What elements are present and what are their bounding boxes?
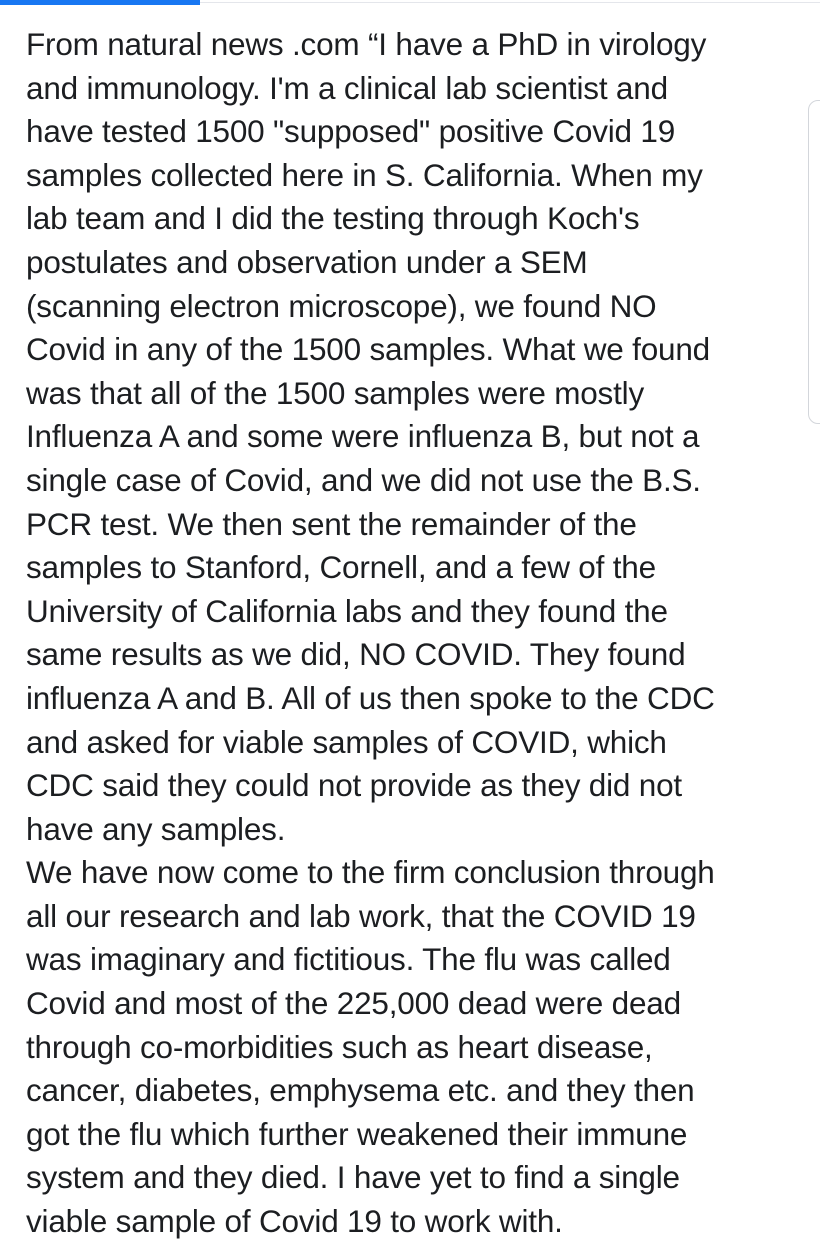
post-text-line: have any samples. bbox=[26, 810, 286, 847]
post-text-line: samples to Stanford, Cornell, and a few of the bbox=[26, 549, 656, 586]
post-text-line: From natural news .com “I have a PhD in virology bbox=[26, 26, 707, 62]
post-text-line: have tested 1500 "supposed" positive Covid 19 bbox=[26, 113, 676, 150]
post-text-line: was imaginary and fictitious. The flu was called bbox=[26, 941, 671, 978]
post-text-line: (scanning electron microscope), we found NO bbox=[26, 287, 657, 324]
post-text-line: cancer, diabetes, emphysema etc. and they then bbox=[26, 1072, 695, 1109]
side-panel-edge[interactable] bbox=[808, 100, 820, 424]
top-progress-bar bbox=[0, 0, 200, 5]
post-text-line: University of California labs and they found the bbox=[26, 592, 668, 629]
post-text-line: system and they died. I have yet to find a single bbox=[26, 1159, 680, 1196]
post-text bbox=[26, 23, 806, 1244]
post-text-line: and immunology. I'm a clinical lab scientist and bbox=[26, 69, 668, 106]
post-text-line: We have now come to the firm conclusion through bbox=[26, 854, 715, 891]
post-text-line: Influenza A and some were influenza B, but not a bbox=[26, 418, 700, 455]
post-text-line: Covid and most of the 225,000 dead were dead bbox=[26, 985, 681, 1022]
post-text-line: same results as we did, NO COVID. They found bbox=[26, 636, 686, 673]
post-text-line: samples collected here in S. California. When my bbox=[26, 156, 703, 193]
post-text-line: was that all of the 1500 samples were mostly bbox=[26, 374, 645, 411]
post-text-line: and asked for viable samples of COVID, which bbox=[26, 723, 667, 760]
top-divider bbox=[200, 2, 820, 3]
post-text-line: through co-morbidities such as heart disease, bbox=[26, 1028, 653, 1065]
post-text-line: CDC said they could not provide as they did not bbox=[26, 767, 682, 804]
post-text-line: single case of Covid, and we did not use the B.S. bbox=[26, 461, 701, 498]
post-text-line: influenza A and B. All of us then spoke to the CDC bbox=[26, 679, 715, 716]
post-text-line: Covid in any of the 1500 samples. What we found bbox=[26, 331, 711, 368]
post-text-line: all our research and lab work, that the COVID 19 bbox=[26, 897, 696, 934]
post-text-line: PCR test. We then sent the remainder of the bbox=[26, 505, 637, 542]
post-text-line: postulates and observation under a SEM bbox=[26, 243, 588, 280]
post-text-line: viable sample of Covid 19 to work with. bbox=[26, 1203, 563, 1240]
post-text-line: lab team and I did the testing through Koch's bbox=[26, 200, 640, 237]
post-text-line: got the flu which further weakened their immune bbox=[26, 1115, 688, 1152]
